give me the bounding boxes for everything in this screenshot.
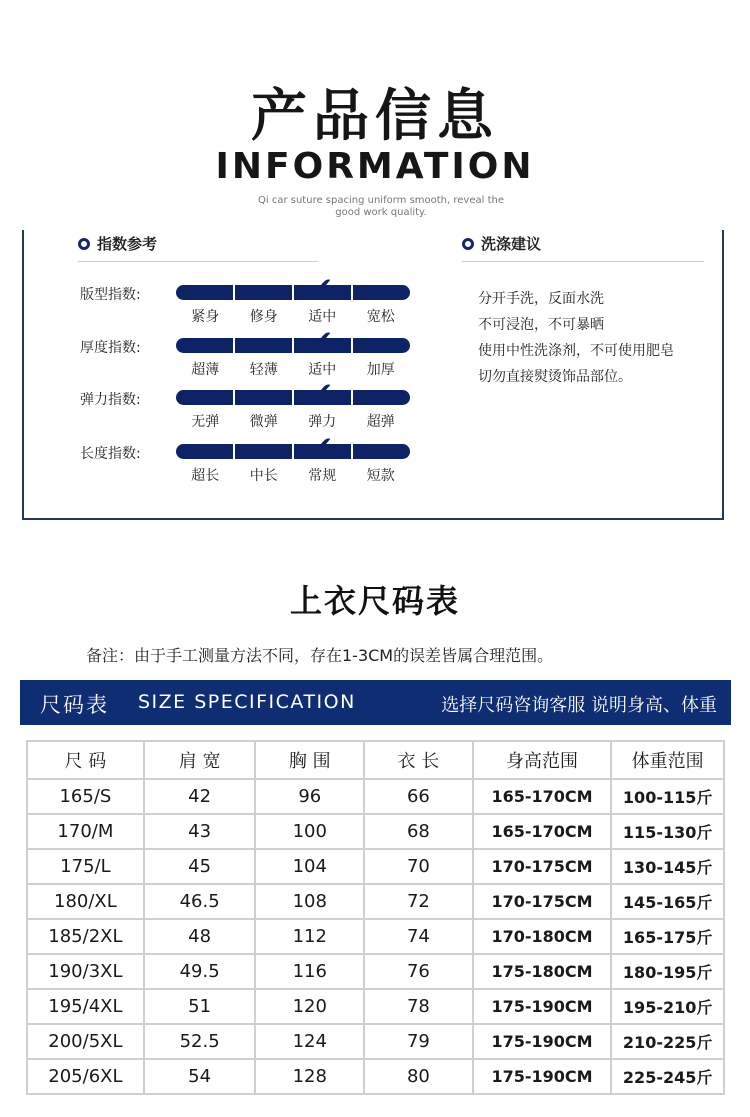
table-cell: 180/XL [27, 884, 144, 919]
table-cell: 145-165斤 [611, 884, 724, 919]
index-option: 超弹 [366, 414, 395, 430]
table-cell: 205/6XL [27, 1059, 144, 1094]
table-cell: 175-180CM [473, 954, 612, 989]
index-scale-bar [176, 390, 410, 405]
wash-line: 使用中性洗涤剂，不可使用肥皂 [478, 343, 674, 359]
table-cell: 195/4XL [27, 989, 144, 1024]
index-option: 适中 [308, 362, 337, 378]
table-cell: 48 [144, 919, 256, 954]
index-row-label: 长度指数: [80, 446, 141, 462]
index-scale-bar [176, 444, 410, 459]
table-cell: 54 [144, 1059, 256, 1094]
index-option: 无弹 [191, 414, 220, 430]
size-chart-note: 备注：由于手工测量方法不同，存在1-3CM的误差皆属合理范围。 [86, 646, 554, 665]
column-header: 尺 码 [27, 741, 144, 779]
index-option: 常规 [308, 468, 337, 484]
table-cell: 170-175CM [473, 884, 612, 919]
table-cell: 76 [364, 954, 473, 989]
scale-segment [176, 390, 235, 405]
size-chart-banner [20, 680, 731, 725]
table-row [27, 989, 724, 1024]
scale-segment [176, 444, 235, 459]
table-row [27, 884, 724, 919]
check-mark-icon [307, 434, 337, 460]
column-header: 肩 宽 [144, 741, 256, 779]
wash-section-heading [462, 233, 541, 254]
table-cell: 170/M [27, 814, 144, 849]
table-header-row [27, 741, 724, 779]
table-cell: 52.5 [144, 1024, 256, 1059]
table-row [27, 1024, 724, 1059]
page-title: 产品信息 [251, 84, 499, 149]
table-cell: 175-190CM [473, 1059, 612, 1094]
divider [78, 261, 318, 262]
scale-segment [235, 390, 294, 405]
table-cell: 79 [364, 1024, 473, 1059]
column-header: 身高范围 [473, 741, 612, 779]
table-cell: 120 [255, 989, 364, 1024]
scale-segment [353, 285, 410, 300]
banner-title-cn: 尺码表 [40, 693, 109, 717]
index-option: 弹力 [308, 414, 337, 430]
index-option: 短款 [366, 468, 395, 484]
check-mark-icon [307, 275, 337, 301]
column-header: 衣 长 [364, 741, 473, 779]
table-cell: 128 [255, 1059, 364, 1094]
index-scale-bar [176, 338, 410, 353]
table-row [27, 919, 724, 954]
column-header: 体重范围 [611, 741, 724, 779]
scale-segment [353, 338, 410, 353]
index-option: 超长 [191, 468, 220, 484]
index-option: 紧身 [191, 309, 220, 325]
table-cell: 78 [364, 989, 473, 1024]
table-cell: 190/3XL [27, 954, 144, 989]
scale-segment [353, 444, 410, 459]
index-option: 适中 [308, 309, 337, 325]
table-cell: 170-175CM [473, 849, 612, 884]
table-cell: 49.5 [144, 954, 256, 989]
table-cell: 175-190CM [473, 989, 612, 1024]
table-cell: 104 [255, 849, 364, 884]
table-cell: 200/5XL [27, 1024, 144, 1059]
scale-segment [176, 338, 235, 353]
index-row-label: 弹力指数: [80, 392, 141, 408]
scale-segment [235, 285, 294, 300]
table-cell: 165/S [27, 779, 144, 814]
index-option: 轻薄 [249, 362, 278, 378]
table-cell: 112 [255, 919, 364, 954]
table-cell: 170-180CM [473, 919, 612, 954]
size-chart-title: 上衣尺码表 [289, 582, 460, 620]
table-cell: 72 [364, 884, 473, 919]
table-cell: 80 [364, 1059, 473, 1094]
scale-segment [235, 444, 294, 459]
column-header: 胸 围 [255, 741, 364, 779]
table-cell: 45 [144, 849, 256, 884]
table-row [27, 814, 724, 849]
table-cell: 130-145斤 [611, 849, 724, 884]
table-cell: 175/L [27, 849, 144, 884]
index-option: 修身 [249, 309, 278, 325]
page-title-en: INFORMATION [215, 146, 535, 187]
index-option: 微弹 [249, 414, 278, 430]
index-option: 中长 [249, 468, 278, 484]
check-mark-icon [307, 328, 337, 354]
scale-segment [176, 285, 235, 300]
index-row-label: 版型指数: [80, 287, 141, 303]
table-cell: 165-170CM [473, 779, 612, 814]
page-subtitle: Qi car suture spacing uniform smooth, reveal the good work quality. [258, 195, 504, 218]
divider [462, 261, 704, 262]
table-row [27, 779, 724, 814]
page-header [0, 0, 750, 225]
table-cell: 115-130斤 [611, 814, 724, 849]
scale-segment [353, 390, 410, 405]
index-row-label: 厚度指数: [80, 340, 141, 356]
banner-hint: 选择尺码咨询客服 说明身高、体重 [441, 695, 717, 716]
table-cell: 51 [144, 989, 256, 1024]
table-cell: 225-245斤 [611, 1059, 724, 1094]
table-row [27, 954, 724, 989]
table-row [27, 1059, 724, 1094]
wash-heading-label: 洗涤建议 [481, 235, 542, 253]
index-option: 宽松 [366, 309, 395, 325]
wash-line: 切勿直接熨烫饰品部位。 [478, 369, 632, 385]
table-cell: 100-115斤 [611, 779, 724, 814]
table-cell: 195-210斤 [611, 989, 724, 1024]
table-cell: 70 [364, 849, 473, 884]
index-heading-label: 指数参考 [97, 235, 158, 253]
wash-line: 分开手洗，反面水洗 [478, 291, 604, 307]
table-cell: 165-175斤 [611, 919, 724, 954]
index-section-heading [78, 233, 157, 254]
size-table [26, 740, 725, 1095]
table-cell: 185/2XL [27, 919, 144, 954]
table-cell: 180-195斤 [611, 954, 724, 989]
table-cell: 68 [364, 814, 473, 849]
index-option: 加厚 [366, 362, 395, 378]
table-cell: 124 [255, 1024, 364, 1059]
table-row [27, 849, 724, 884]
table-cell: 74 [364, 919, 473, 954]
table-cell: 175-190CM [473, 1024, 612, 1059]
table-cell: 46.5 [144, 884, 256, 919]
table-cell: 96 [255, 779, 364, 814]
scale-segment [235, 338, 294, 353]
banner-title-en: SIZE SPECIFICATION [138, 691, 356, 713]
table-cell: 66 [364, 779, 473, 814]
circle-bullet-icon [78, 238, 90, 250]
table-cell: 210-225斤 [611, 1024, 724, 1059]
table-cell: 116 [255, 954, 364, 989]
table-cell: 43 [144, 814, 256, 849]
table-cell: 100 [255, 814, 364, 849]
circle-bullet-icon [462, 238, 474, 250]
wash-line: 不可浸泡，不可暴晒 [478, 317, 604, 333]
table-cell: 42 [144, 779, 256, 814]
index-scale-bar [176, 285, 410, 300]
check-mark-icon [307, 380, 337, 406]
index-option: 超薄 [191, 362, 220, 378]
size-table-body [27, 779, 724, 1094]
table-cell: 108 [255, 884, 364, 919]
table-cell: 165-170CM [473, 814, 612, 849]
